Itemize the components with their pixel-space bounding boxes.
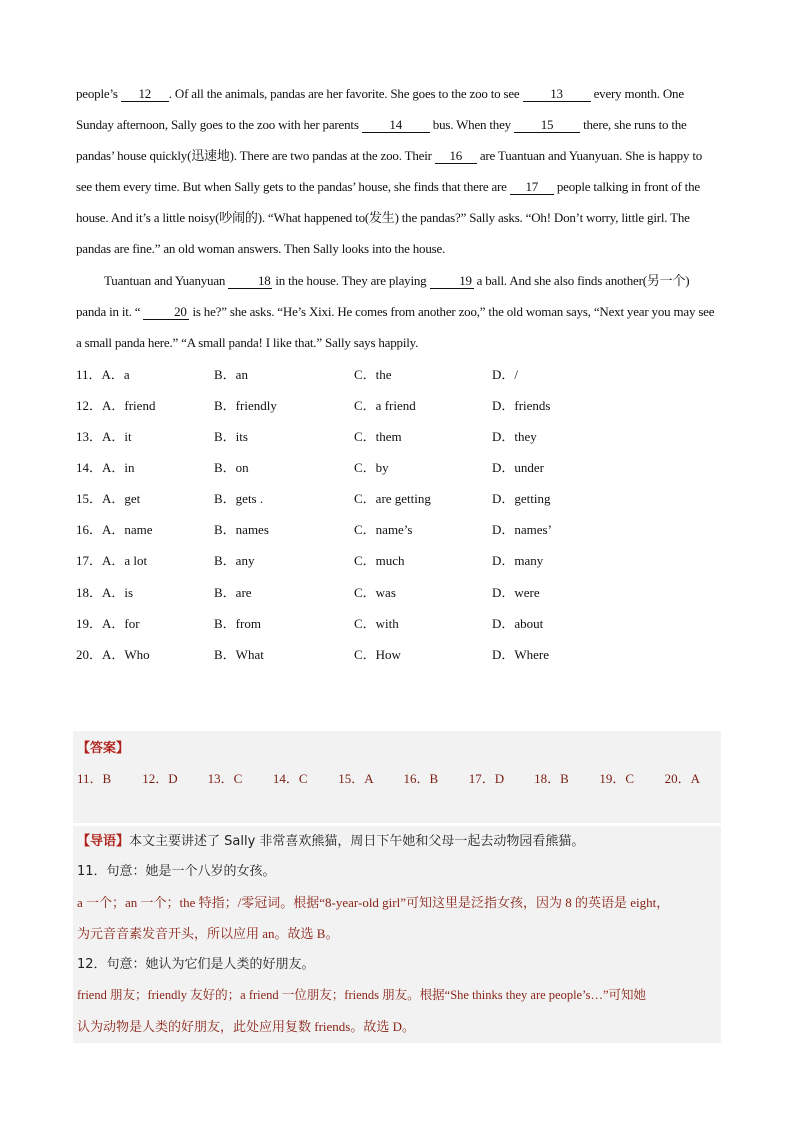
answer-section <box>73 731 721 823</box>
option-row <box>76 607 721 638</box>
answer-title: 【答案】 <box>77 741 130 756</box>
option-d[interactable]: D．Where <box>492 646 550 662</box>
answer-item: 18．B <box>534 771 569 786</box>
q12-explanation-line-2: 认为动物是人类的好朋友，此处应用复数 friends。故选 D。 <box>77 1019 415 1034</box>
option-row <box>76 451 721 482</box>
option-a[interactable]: A．a <box>101 366 130 382</box>
passage-paragraph-1 <box>76 78 721 265</box>
q12-meaning: 12．句意：她认为它们是人类的好朋友。 <box>77 957 315 972</box>
blank-15: 15 <box>514 118 580 133</box>
option-b[interactable]: B．friendly <box>214 397 277 413</box>
options-list <box>76 358 721 669</box>
option-a[interactable]: A．get <box>102 491 141 507</box>
passage-text: Tuantuan and Yuanyuan <box>104 272 229 288</box>
question-number: 15． <box>76 491 103 507</box>
option-b[interactable]: B．are <box>214 584 252 600</box>
question-number: 11． <box>76 366 102 382</box>
explanation-section <box>73 826 721 1043</box>
question-number: 17． <box>76 553 103 569</box>
blank-17: 17 <box>510 180 554 195</box>
blank-16: 16 <box>435 149 477 164</box>
question-number: 16． <box>76 522 103 538</box>
option-d[interactable]: D．friends <box>492 397 551 413</box>
option-d[interactable]: D．many <box>492 553 544 569</box>
option-c[interactable]: C．much <box>354 553 405 569</box>
answer-item: 15．A <box>338 771 374 786</box>
cloze-passage <box>76 78 721 358</box>
option-row <box>76 389 721 420</box>
guide-intro: 本文主要讲述了 Sally 非常喜欢熊猫，周日下午她和父母一起去动物园看熊猫。 <box>129 834 585 849</box>
option-b[interactable]: B．names <box>214 522 269 538</box>
blank-18: 18 <box>228 274 272 289</box>
option-c[interactable]: C．How <box>354 646 401 662</box>
question-number: 13． <box>76 429 103 445</box>
option-b[interactable]: B．What <box>214 646 264 662</box>
option-a[interactable]: A．in <box>102 460 135 476</box>
option-a[interactable]: A．name <box>102 522 153 538</box>
question-number: 18． <box>76 584 103 600</box>
question-number: 12． <box>76 397 103 413</box>
option-row <box>76 544 721 575</box>
option-c[interactable]: C．a friend <box>354 397 416 413</box>
option-d[interactable]: D．getting <box>492 491 551 507</box>
q12-explanation-line-1: friend 朋友；friendly 友好的；a friend 一位朋友；friends 朋友。根据“She thinks they are people’s…”可知她 <box>77 988 646 1002</box>
passage-paragraph-2 <box>76 265 721 358</box>
question-number: 19． <box>76 615 103 631</box>
option-c[interactable]: C．them <box>354 429 402 445</box>
option-b[interactable]: B．an <box>214 366 248 382</box>
passage-text: people talking in front of the house. And it’s a little noisy(吵闹的). “What happened to(发生) the pandas?” Sally asks. “Oh! Don’t worry, little girl. The pandas are fine.” an old woman answers. Then Sally looks into the house. <box>76 179 700 257</box>
question-number: 14． <box>76 460 103 476</box>
q11-meaning: 11．句意：她是一个八岁的女孩。 <box>77 864 276 879</box>
passage-text: is he?” she asks. “He’s Xixi. He comes from another zoo,” the old woman says, “Next year you may see a small panda here.” “A small panda! I like that.” Sally says happily. <box>76 303 715 350</box>
question-number: 20． <box>76 646 103 662</box>
option-a[interactable]: A．a lot <box>102 553 148 569</box>
option-d[interactable]: D．names’ <box>492 522 552 538</box>
option-b[interactable]: B．gets . <box>214 491 264 507</box>
blank-19: 19 <box>430 274 474 289</box>
q11-explanation-line-1: a 一个；an 一个；the 特指；/零冠词。根据“8-year-old girl”可知这里是泛指女孩，因为 8 的英语是 eight， <box>77 895 670 910</box>
option-a[interactable]: A．Who <box>102 646 150 662</box>
passage-text: every month. One Sunday afternoon, Sally goes to the zoo with her parents <box>76 86 684 133</box>
option-a[interactable]: A．it <box>102 429 132 445</box>
answer-item: 17．D <box>468 771 505 786</box>
blank-14: 14 <box>362 118 430 133</box>
option-b[interactable]: B．from <box>214 615 261 631</box>
guide-intro-line <box>77 826 584 857</box>
blank-12: 12 <box>121 87 169 102</box>
answer-item: 14．C <box>272 771 308 786</box>
passage-text: a ball. And she also finds another(另一个) panda in it. “ <box>76 272 690 319</box>
option-row <box>76 513 721 544</box>
option-d[interactable]: D．/ <box>492 366 519 382</box>
option-c[interactable]: C．by <box>354 460 389 476</box>
option-c[interactable]: C．with <box>354 615 399 631</box>
answer-item: 13．C <box>207 771 243 786</box>
option-b[interactable]: B．its <box>214 429 248 445</box>
q11-explanation-line-2: 为元音音素发音开头，所以应用 an。故选 B。 <box>77 926 339 941</box>
option-d[interactable]: D．about <box>492 615 544 631</box>
document-page <box>76 78 721 669</box>
option-c[interactable]: C．name’s <box>354 522 413 538</box>
option-d[interactable]: D．were <box>492 584 540 600</box>
option-c[interactable]: C．the <box>354 366 392 382</box>
answer-item: 11．B <box>77 771 112 786</box>
option-d[interactable]: D．they <box>492 429 537 445</box>
option-a[interactable]: A．is <box>102 584 134 600</box>
answer-item: 19．C <box>599 771 635 786</box>
passage-text: bus. When they <box>429 117 515 133</box>
blank-13: 13 <box>523 87 591 102</box>
blank-20: 20 <box>143 305 189 320</box>
answer-item: 12．D <box>142 771 178 786</box>
option-c[interactable]: C．are getting <box>354 491 431 507</box>
guide-title: 【导语】 <box>77 834 130 849</box>
option-a[interactable]: A．friend <box>102 397 156 413</box>
passage-text: . Of all the animals, pandas are her favorite. She goes to the zoo to see <box>168 86 523 101</box>
answer-item: 20．A <box>664 771 701 786</box>
option-c[interactable]: C．was <box>354 584 396 600</box>
option-row <box>76 358 721 389</box>
passage-text: there, she runs to the pandas’ house quickly(迅速地). There are two pandas at the zoo. Their <box>76 117 687 164</box>
answer-key <box>77 768 730 787</box>
option-b[interactable]: B．any <box>214 553 255 569</box>
passage-text: in the house. They are playing <box>272 272 430 288</box>
option-row <box>76 638 721 669</box>
passage-text: are Tuantuan and Yuanyuan. She is happy to see them every time. But when Sally gets to the pandas’ house, she finds that there are <box>76 148 703 195</box>
option-b[interactable]: B．on <box>214 460 249 476</box>
option-d[interactable]: D．under <box>492 460 544 476</box>
answer-item: 16．B <box>403 771 439 786</box>
option-a[interactable]: A．for <box>102 615 140 631</box>
option-row <box>76 420 721 451</box>
passage-text: people’s <box>76 86 121 101</box>
option-row <box>76 576 721 607</box>
option-row <box>76 482 721 513</box>
